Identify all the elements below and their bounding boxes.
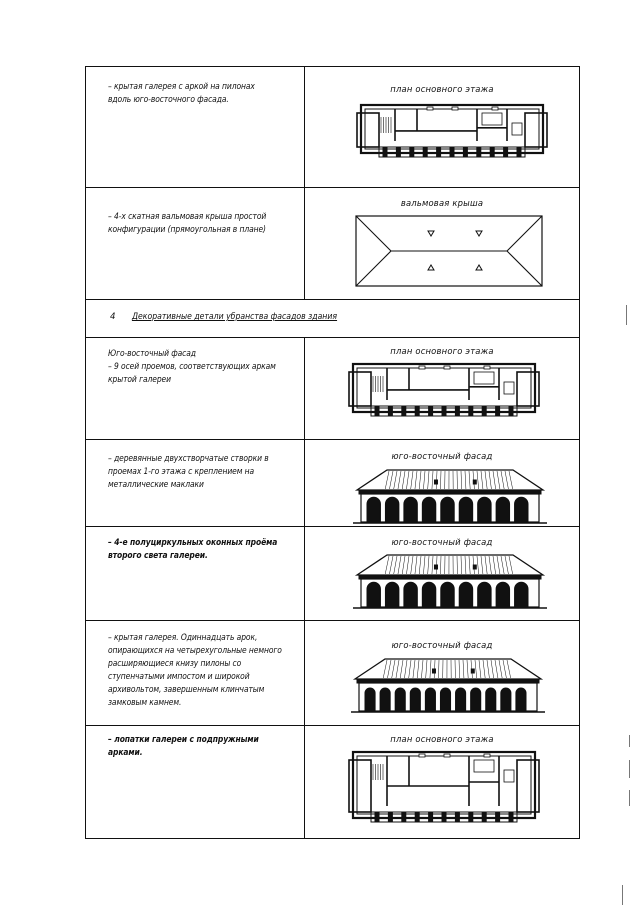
text-line: – 9 осей проемов, соответствующих аркам — [108, 362, 276, 372]
drawing-cell — [305, 440, 579, 526]
features-table — [85, 66, 580, 839]
description-cell — [86, 527, 305, 620]
table-row — [86, 67, 579, 188]
hip-roof-drawing — [355, 215, 543, 287]
text-line: ступенчатыми импостом и широкой — [108, 672, 250, 682]
scan-mark — [626, 305, 627, 325]
text-line: – крытая галерея. Одиннадцать арок, — [108, 633, 258, 643]
drawing-cell — [305, 527, 579, 620]
text-line: – лопатки галереи с подпружными — [108, 735, 259, 745]
drawing-cell — [305, 188, 579, 299]
floor-plan-svg — [347, 360, 541, 426]
text-line: металлические маклаки — [108, 480, 204, 490]
description-cell — [86, 338, 305, 439]
section-number: 4 — [110, 312, 116, 322]
drawing-caption: план основного этажа — [390, 734, 494, 744]
description-text — [108, 453, 295, 492]
text-line: – крытая галерея с аркой на пилонах — [108, 82, 255, 92]
drawing-cell — [305, 338, 579, 439]
drawing-caption: вальмовая крыша — [400, 198, 484, 208]
text-line: арками. — [108, 748, 143, 758]
text-line: опирающихся на четырехугольные немного — [108, 646, 282, 656]
scan-mark — [629, 790, 630, 806]
text-line: архивольтом, завершенным клинчатым — [108, 685, 265, 695]
text-line: – 4-х скатная вальмовая крыша простой — [108, 212, 267, 222]
description-cell — [86, 621, 305, 725]
text-line: Юго-восточный фасад — [108, 349, 196, 359]
description-cell — [86, 188, 305, 299]
scan-mark — [622, 885, 623, 905]
drawing-cell — [305, 67, 579, 187]
facade-svg — [351, 655, 545, 715]
text-line: второго света галереи. — [108, 551, 208, 561]
floor-plan-svg — [347, 748, 541, 832]
facade-svg — [353, 466, 547, 526]
drawing-caption: юго-восточный фасад — [391, 451, 493, 461]
description-text — [108, 81, 295, 107]
text-line: проемах 1-го этажа с креплением на — [108, 467, 255, 477]
description-text — [108, 632, 295, 710]
table-row — [86, 338, 579, 440]
text-line: крытой галереи — [108, 375, 171, 385]
description-text — [108, 734, 295, 760]
drawing-caption: юго-восточный фасад — [391, 537, 493, 547]
scan-mark — [629, 735, 630, 747]
drawing-caption: план основного этажа — [390, 84, 494, 94]
table-row — [86, 188, 579, 300]
text-line: расширяющиеся книзу пилоны со — [108, 659, 242, 669]
text-line: конфигурации (прямоугольная в плане) — [108, 225, 266, 235]
table-row — [86, 527, 579, 621]
text-line: замковым камнем. — [108, 698, 182, 708]
scan-mark — [629, 760, 630, 778]
drawing-cell — [305, 726, 579, 838]
table-row — [86, 440, 579, 527]
description-cell — [86, 440, 305, 526]
table-row — [86, 726, 579, 838]
description-text — [108, 348, 295, 387]
floor-plan-svg — [355, 101, 549, 167]
section-header-row — [86, 300, 579, 338]
section-title: Декоративные детали убранства фасадов здания — [132, 312, 338, 322]
table-row — [86, 621, 579, 726]
description-cell — [86, 67, 305, 187]
text-line: вдоль юго-восточного фасада. — [108, 95, 229, 105]
drawing-caption: юго-восточный фасад — [391, 640, 493, 650]
text-line: – 4-е полуциркульных оконных проёма — [108, 538, 278, 548]
description-text — [108, 537, 295, 563]
text-line: – деревянные двухстворчатые створки в — [108, 454, 269, 464]
drawing-caption: план основного этажа — [390, 346, 494, 356]
drawing-cell — [305, 621, 579, 725]
facade-svg — [353, 551, 547, 611]
description-text — [108, 211, 295, 237]
description-cell — [86, 726, 305, 838]
